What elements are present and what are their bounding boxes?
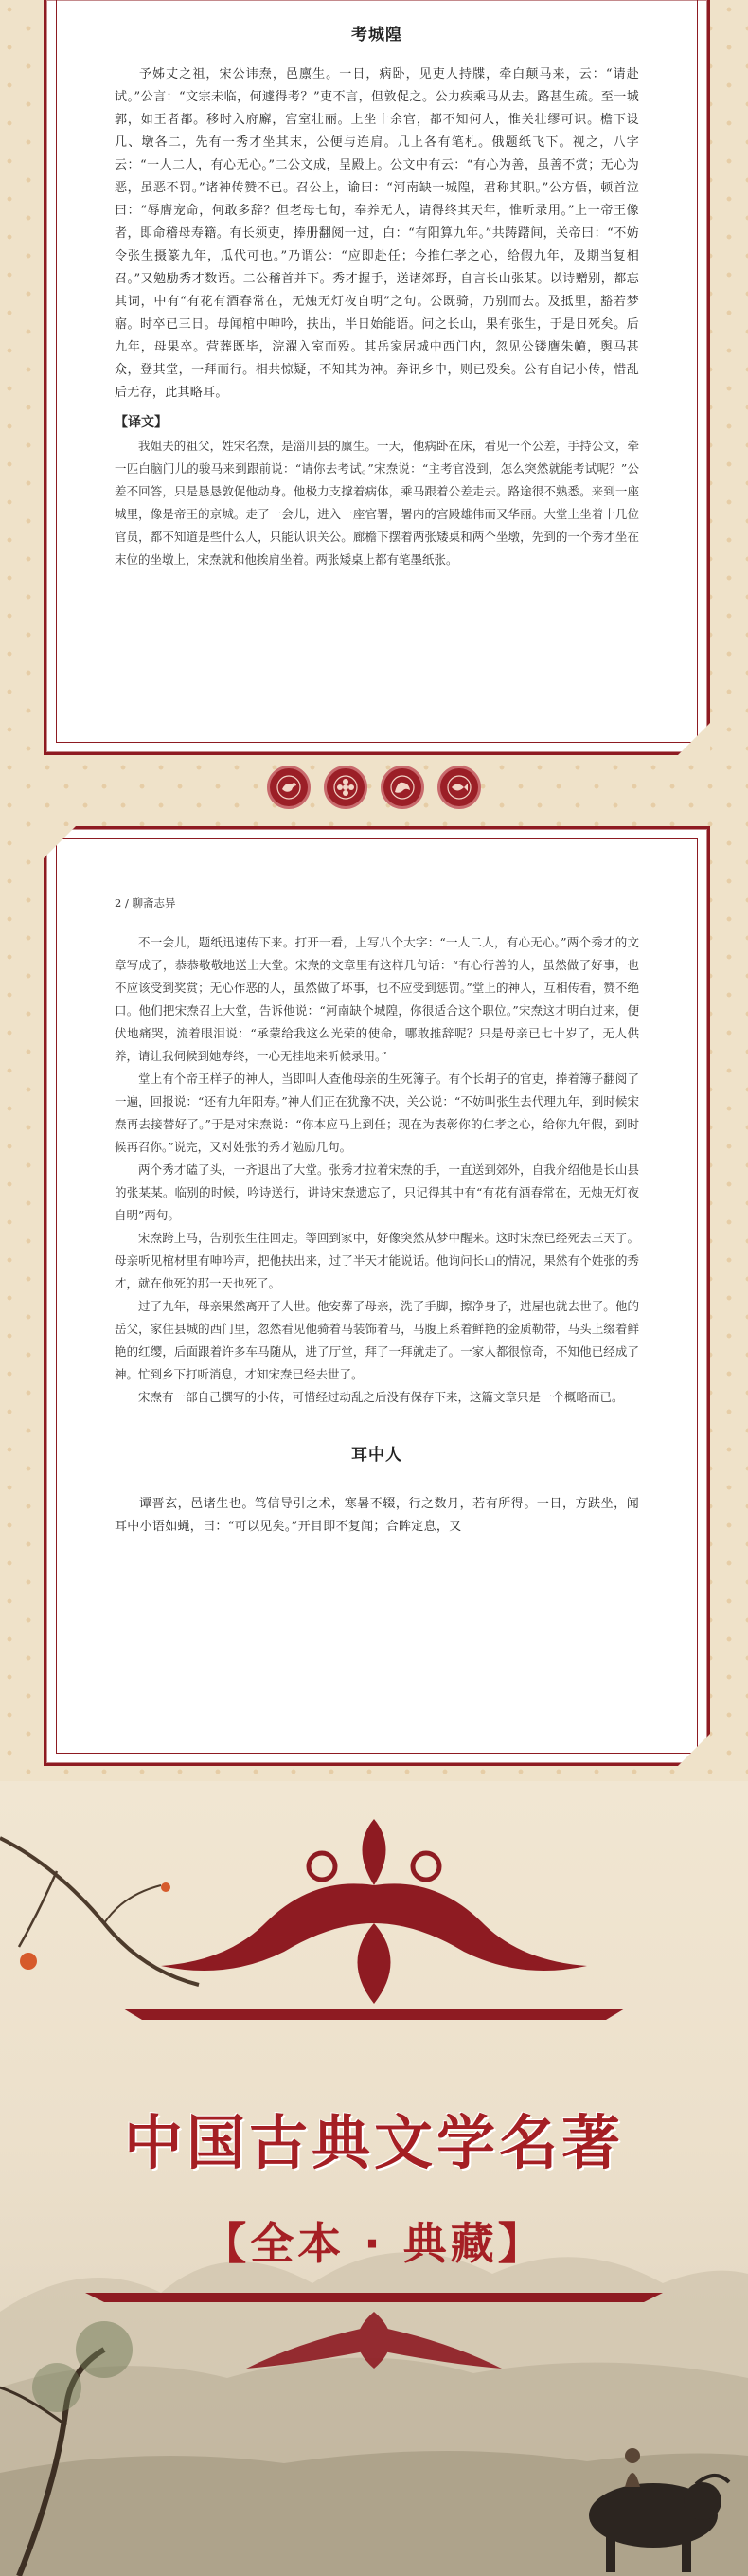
page-card-1 — [44, 0, 710, 755]
translation-paragraph: 不一会儿，题纸迅速传下来。打开一看，上写八个大字：“一人二人，有心无心。”两个秀才的文章写成了，恭恭敬敬地送上大堂。宋焘的文章里有这样几句话：“有心行善的人，虽然做了好事，也不应该受到奖赏；无心作恶的人，虽然做了坏事，也不应受到惩罚。”堂上的神人，互相传看，赞不绝口。他们把宋焘召上大堂，告诉他说：“河南缺个城隍，你很适合这个职位。”宋焘这才明白过来，便伏地痛哭，流着眼泪说：“承蒙给我这么光荣的使命，哪敢推辞呢？只是母亲已七十岁了，无人供养，请让我伺候到她寿终，一心无挂地来听候录用。” — [115, 935, 639, 1063]
translation-paragraph: 两个秀才磕了头，一齐退出了大堂。张秀才拉着宋焘的手，一直送到郊外，自我介绍他是长山县的张某某。临别的时候，吟诗送行，讲诗宋焘遗忘了，只记得其中有“有花有酒春常在，无烛无灯夜自明”两句。 — [115, 1162, 639, 1222]
medallion-row — [0, 766, 748, 813]
collection-title: 中国古典文学名著 — [123, 2108, 624, 2177]
phoenix-medallion-icon — [381, 766, 424, 809]
translation-paragraph: 堂上有个帝王样子的神人，当即叫人查他母亲的生死簿子。有个长胡子的官吏，捧着簿子翻阅了一遍，回报说：“还有九年阳寿。”神人们正在犹豫不决，关公说：“不妨叫张生去代理九年，到时候宋焘再去接替好了。”于是对宋焘说：“你本应马上到任；现在为表彰你的仁孝之心，给你九年假，到时候再召你。”说完，又对姓张的秀才勉励几句。 — [115, 1072, 639, 1154]
flower-medallion-icon — [324, 766, 367, 809]
classical-text: 谭晋玄，邑诸生也。笃信导引之术，寒暑不辍，行之数月，若有所得。一日，方趺坐，闻耳中小语如蝇，曰：“可以见矣。”开目即不复闻；合眸定息，又 — [115, 1497, 639, 1534]
translation-text: 我姐夫的祖父，姓宋名焘，是淄川县的廪生。一天，他病卧在床，看见一个公差，手持公文，牵一匹白脑门儿的骏马来到跟前说：“请你去考试。”宋焘说：“主考官没到，怎么突然就能考试呢？”公差不回答，只是恳恳敦促他动身。他极力支撑着病体，乘马跟着公差走去。路途很不熟悉。来到一座城里，像是帝王的京城。走了一会儿，进入一座官署，署内的宫殿雄伟而又华丽。大堂上坐着十几位官员，都不知道是些什么人，只能认识关公。廊檐下摆着两张矮桌和两个坐墩，先到的一个秀才坐在末位的坐墩上，宋焘就和他挨肩坐着。两张矮桌上都有笔墨纸张。 — [115, 439, 639, 567]
page-content — [115, 21, 639, 571]
collection-banner — [0, 1781, 748, 2576]
page-content — [115, 895, 639, 1539]
bird-medallion-icon — [267, 766, 311, 809]
collection-subtitle: 【全本 · 典藏】 — [203, 2218, 545, 2269]
fish-medallion-icon — [437, 766, 481, 809]
classical-text: 予姊丈之祖，宋公讳焘，邑廪生。一日，病卧，见吏人持牒，牵白颠马来，云：“请赴试。”公言：“文宗未临，何遽得考？”吏不言，但敦促之。公力疾乘马从去。路甚生疏。至一城郭，如王者都。移时入府廨，宫室壮丽。上坐十余官，都不知何人，惟关壮缪可识。檐下设几、墩各二，先有一秀才坐其末，公便与连肩。几上各有笔札。俄题纸飞下。视之，八字云：“一人二人，有心无心。”二公文成，呈殿上。公文中有云：“有心为善，虽善不赏；无心为恶，虽恶不罚。”诸神传赞不已。召公上，谕曰：“河南缺一城隍，君称其职。”公方悟，顿首泣曰：“辱膺宠命，何敢多辞？但老母七旬，奉养无人，请得终其天年，惟听录用。”上一帝王像者，即命稽母寿籍。有长须吏，捧册翻阅一过，白：“有阳算九年。”共踌躇间，关帝曰：“不妨令张生摄篆九年，瓜代可也。”乃谓公：“应即赴任；今推仁孝之心，给假九年，及期当复相召。”又勉励秀才数语。二公稽首并下。秀才握手，送诸郊野，自言长山张某。以诗赠别，都忘其词，中有“有花有酒春常在，无烛无灯夜自明”之句。公既骑，乃别而去。及抵里，豁若梦寤。时卒已三日。母闻棺中呻吟，扶出，半日始能语。问之长山，果有张生，于是日死矣。后九年，母果卒。营葬既毕，浣濯入室而殁。其岳家居城中西门内，忽见公镂膺朱幩，舆马甚众，登其堂，一拜而行。相共惊疑，不知其为神。奔讯乡中，则已殁矣。公有自记小传，惜乱后无存，此其略耳。 — [115, 67, 639, 400]
chapter-title: 耳中人 — [351, 1446, 402, 1465]
translation-paragraph: 宋焘有一部自己撰写的小传，可惜经过动乱之后没有保存下来，这篇文章只是一个概略而已。 — [138, 1390, 624, 1404]
translation-paragraph: 宋焘跨上马，告别张生往回走。等回到家中，好像突然从梦中醒来。这时宋焘已经死去三天了。母亲听见棺材里有呻吟声，把他扶出来，过了半天才能说话。他询问长山的情况，果然有个姓张的秀才，就在他死的那一天也死了。 — [115, 1231, 639, 1290]
translation-paragraph: 过了九年，母亲果然离开了人世。他安葬了母亲，洗了手脚，擦净身子，进屋也就去世了。他的岳父，家住县城的西门里，忽然看见他骑着马装饰着马，马腹上系着鲜艳的金质勒带，马头上缀着鲜艳的红缨，后面跟着许多车马随从，进了厅堂，拜了一拜就走了。一家人都很惊奇，不知他已经成了神。忙到乡下打听消息，才知宋焘已经去世了。 — [115, 1299, 639, 1381]
translation-label: 【译文】 — [115, 415, 168, 430]
page-card-2 — [44, 826, 710, 1766]
chapter-title: 考城隍 — [351, 26, 402, 45]
page-header: 2 / 聊斋志异 — [115, 896, 176, 910]
